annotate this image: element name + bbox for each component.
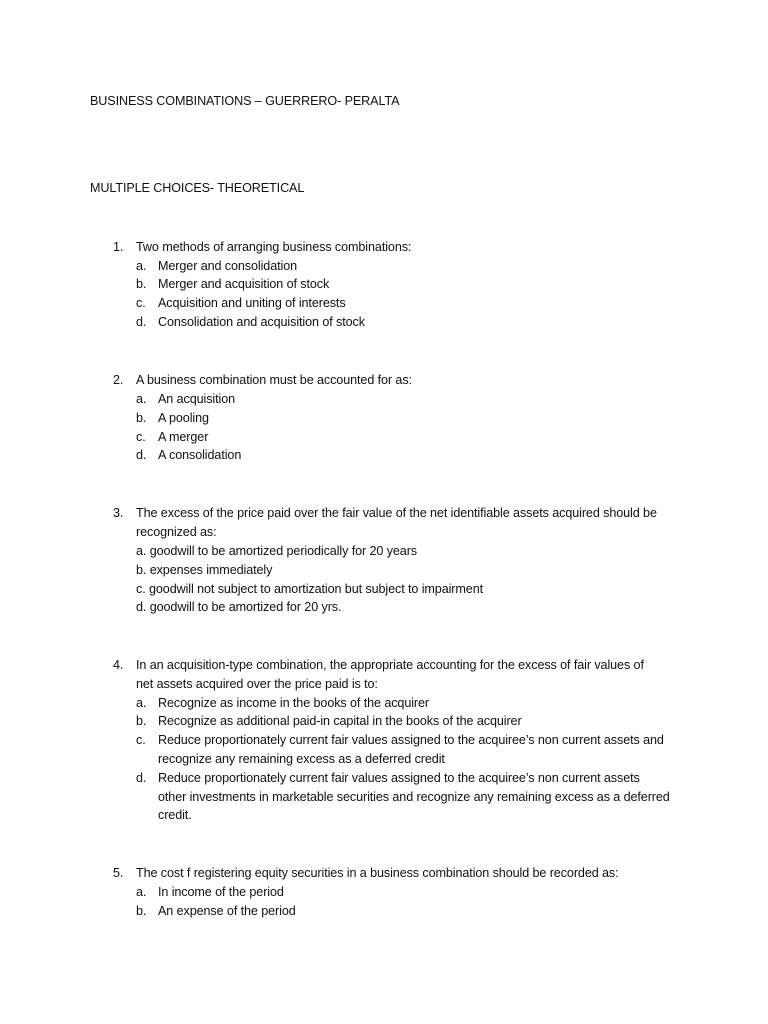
option-inline: c. goodwill not subject to amortization but subject to impairment bbox=[136, 582, 483, 596]
option-text: Reduce proportionately current fair values assigned to the acquiree’s non current assets and bbox=[158, 733, 664, 747]
option-text: Recognize as additional paid-in capital in the books of the acquirer bbox=[158, 714, 522, 728]
question-text: net assets acquired over the price paid is to: bbox=[136, 677, 378, 691]
option-letter: a. bbox=[136, 696, 147, 710]
option-letter: c. bbox=[136, 733, 146, 747]
option-letter: a. bbox=[136, 259, 147, 273]
option-text: A consolidation bbox=[158, 448, 242, 462]
question-number: 1. bbox=[113, 240, 124, 254]
option-letter: d. bbox=[136, 315, 147, 329]
question-text: Two methods of arranging business combinations: bbox=[136, 240, 412, 254]
option-text: Acquisition and uniting of interests bbox=[158, 296, 346, 310]
option-text: recognize any remaining excess as a deferred credit bbox=[158, 752, 445, 766]
option-text: credit. bbox=[158, 808, 192, 822]
question-text: A business combination must be accounted for as: bbox=[136, 373, 412, 387]
option-letter: d. bbox=[136, 448, 147, 462]
option-letter: b. bbox=[136, 714, 147, 728]
option-letter: d. bbox=[136, 771, 147, 785]
option-text: Recognize as income in the books of the acquirer bbox=[158, 696, 430, 710]
question-text: recognized as: bbox=[136, 525, 217, 539]
option-letter: a. bbox=[136, 392, 147, 406]
option-text: An acquisition bbox=[158, 392, 236, 406]
question-text: In an acquisition-type combination, the appropriate accounting for the excess of fair values of bbox=[136, 658, 644, 672]
question-text: The excess of the price paid over the fair value of the net identifiable assets acquired should be bbox=[136, 506, 657, 520]
option-letter: a. bbox=[136, 885, 147, 899]
option-inline: d. goodwill to be amortized for 20 yrs. bbox=[136, 600, 342, 614]
option-text: A merger bbox=[158, 430, 209, 444]
option-letter: c. bbox=[136, 296, 146, 310]
option-text: A pooling bbox=[158, 411, 209, 425]
option-letter: b. bbox=[136, 411, 147, 425]
option-text: In income of the period bbox=[158, 885, 284, 899]
option-text: Merger and consolidation bbox=[158, 259, 298, 273]
option-letter: b. bbox=[136, 277, 147, 291]
question-number: 4. bbox=[113, 658, 124, 672]
option-letter: c. bbox=[136, 430, 146, 444]
option-text: Merger and acquisition of stock bbox=[158, 277, 330, 291]
section-heading: MULTIPLE CHOICES- THEORETICAL bbox=[90, 181, 305, 195]
option-letter: b. bbox=[136, 904, 147, 918]
option-text: An expense of the period bbox=[158, 904, 296, 918]
option-text: Consolidation and acquisition of stock bbox=[158, 315, 365, 329]
option-text: other investments in marketable securities and recognize any remaining excess as a deferred bbox=[158, 790, 670, 804]
option-inline: b. expenses immediately bbox=[136, 563, 273, 577]
option-inline: a. goodwill to be amortized periodically for 20 years bbox=[136, 544, 418, 558]
question-text: The cost f registering equity securities in a business combination should be recorded as: bbox=[136, 866, 619, 880]
question-number: 3. bbox=[113, 506, 124, 520]
document-title: BUSINESS COMBINATIONS – GUERRERO- PERALTA bbox=[90, 94, 400, 108]
question-number: 2. bbox=[113, 373, 124, 387]
question-number: 5. bbox=[113, 866, 124, 880]
option-text: Reduce proportionately current fair values assigned to the acquiree’s non current assets bbox=[158, 771, 640, 785]
